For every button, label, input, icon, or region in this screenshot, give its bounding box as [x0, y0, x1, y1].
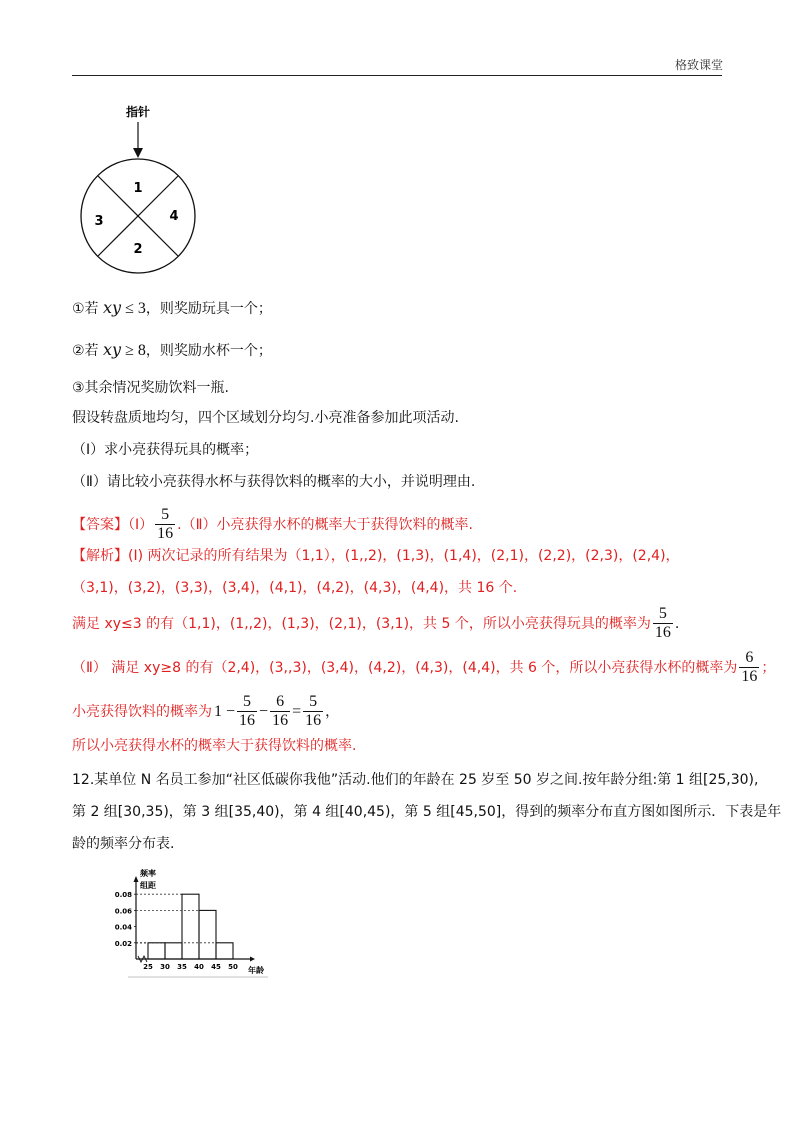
analysis-line-1: 【解析】(Ⅰ) 两次记录的所有结果为（1,1），(1,,2)，(1,3)，(1,4)，(2,1)，(2,2)，(2,3)，(2,4)，: [72, 548, 680, 564]
answer-frac-den: 16: [157, 525, 174, 542]
y-tick-label-1: 0.02: [114, 939, 132, 948]
analysis-line-5-a-num: 5: [243, 693, 252, 710]
problem-assumption: 假设转盘质地均匀，四个区域划分均匀.小亮准备参加此项活动.: [72, 410, 459, 426]
sector-1-label: 1: [133, 181, 143, 196]
rule-1-prefix: ①若: [72, 301, 104, 317]
y-tick-label-3: 0.06: [114, 907, 132, 916]
pointer-label: 指针: [125, 105, 151, 119]
bar-2: [165, 943, 182, 959]
analysis-line-3: [72, 605, 679, 642]
y-axis-arrow: [134, 876, 139, 882]
question-2: （Ⅱ）请比较小亮获得水杯与获得饮料的概率的大小，并说明理由.: [72, 474, 476, 490]
bar-4: [199, 910, 216, 959]
sector-4-label: 4: [169, 209, 179, 224]
analysis-line-3-fraction: [653, 605, 673, 642]
frequency-histogram: [100, 866, 300, 984]
rule-2-suffix: ，则奖励水杯一个；: [145, 343, 272, 359]
analysis-line-4-num: 6: [745, 649, 754, 666]
analysis-line-3-den: 16: [654, 624, 671, 641]
rule-2: [72, 340, 272, 361]
sector-2-label: 2: [133, 242, 143, 257]
analysis-line-3-num: 5: [658, 605, 667, 622]
analysis-line-2: （3,1)，(3,2)，(3,3)，(3,4)，(4,1)，(4,2)，(4,3)，(4,4)，共 16 个.: [72, 580, 518, 596]
y-tick-label-2: 0.04: [114, 923, 132, 932]
analysis-line-5-minus: −: [259, 702, 269, 720]
rule-2-op: ≥ 8: [121, 342, 146, 359]
x-tick-label-4: 40: [194, 963, 204, 971]
bar-5: [216, 943, 233, 959]
x-tick-label-2: 30: [160, 963, 170, 971]
y-label-top: 频率: [140, 869, 156, 878]
axis-break-mark: [138, 956, 147, 962]
analysis-line-5-c-num: 5: [309, 693, 318, 710]
analysis-line-5-eq: =: [292, 702, 302, 720]
analysis-line-3-text: 满足 xy≤3 的有（1,1)，(1,,2)，(1,3)，(2,1)，(3,1)，共 5 个，所以小亮获得玩具的概率为: [72, 615, 651, 632]
analysis-line-4-fraction: [739, 649, 759, 686]
header-title: 格致课堂: [674, 58, 723, 72]
rule-2-prefix: ②若: [72, 343, 104, 359]
y-tick-label-4: 0.08: [114, 891, 132, 900]
header-divider: [72, 75, 722, 76]
sector-3-label: 3: [94, 214, 104, 229]
analysis-line-5-a-den: 16: [239, 712, 256, 729]
x-tick-label-1: 25: [143, 963, 153, 971]
analysis-line-5-frac-c: [303, 693, 323, 730]
analysis-line-3-end: .: [674, 615, 680, 632]
q12-line-2: 第 2 组[30,35)，第 3 组[35,40)，第 4 组[40,45)，第 5 组[45,50]，得到的频率分布直方图如图所示．下表是年: [72, 804, 782, 820]
analysis-line-5-one: 1 −: [214, 702, 236, 720]
answer-line: [72, 506, 473, 543]
analysis-line-5-frac-a: [237, 693, 257, 730]
answer-label: 【答案】（Ⅰ）: [72, 516, 154, 533]
rule-3: ③其余情况奖励饮料一瓶.: [72, 380, 230, 396]
analysis-line-5: [72, 693, 339, 730]
rule-1-math: xy: [103, 298, 122, 317]
rule-1-op: ≤ 3: [121, 300, 146, 317]
answer-frac-num: 5: [161, 506, 170, 523]
x-tick-label-3: 35: [177, 963, 187, 971]
bar-1: [148, 943, 165, 959]
analysis-line-4-end: ；: [761, 659, 776, 676]
q12-line-1: 12.某单位 N 名员工参加“社区低碳你我他”活动.他们的年龄在 25 岁至 50 岁之间.按年龄分组:第 1 组[25,30),: [72, 772, 759, 788]
analysis-line-4: [72, 649, 775, 686]
x-tick-label-5: 45: [211, 963, 221, 971]
analysis-line-5-end: ，: [325, 703, 340, 720]
rule-1-suffix: ，则奖励玩具一个；: [145, 301, 272, 317]
bar-3: [182, 894, 199, 959]
analysis-line-4-den: 16: [741, 668, 758, 685]
rule-1: [72, 298, 272, 319]
analysis-line-5-frac-b: [270, 693, 290, 730]
analysis-line-5-c-den: 16: [305, 712, 322, 729]
x-tick-label-6: 50: [228, 963, 238, 971]
analysis-line-4-text: （Ⅱ） 满足 xy≥8 的有（2,4)，(3,,3)，(3,4)，(4,2)，(4,3)，(4,4)，共 6 个，所以小亮获得水杯的概率为: [72, 659, 738, 676]
x-axis-label: 年龄: [248, 966, 264, 975]
answer-fraction: [155, 506, 175, 543]
answer-rest: .（Ⅱ）小亮获得水杯的概率大于获得饮料的概率.: [177, 516, 473, 533]
y-label-bottom: 组距: [140, 881, 156, 890]
analysis-line-5-text: 小亮获得饮料的概率为: [72, 703, 212, 720]
analysis-line-6: 所以小亮获得水杯的概率大于获得饮料的概率.: [72, 738, 357, 754]
rule-2-math: xy: [103, 340, 122, 359]
analysis-line-5-b-den: 16: [272, 712, 289, 729]
spinner-figure: [75, 100, 205, 280]
q12-line-3: 龄的频率分布表.: [72, 836, 175, 852]
pointer-arrow-head: [133, 148, 143, 158]
question-1: （Ⅰ）求小亮获得玩具的概率；: [72, 442, 259, 458]
analysis-line-5-b-num: 6: [276, 693, 285, 710]
x-axis-arrow: [250, 957, 255, 962]
